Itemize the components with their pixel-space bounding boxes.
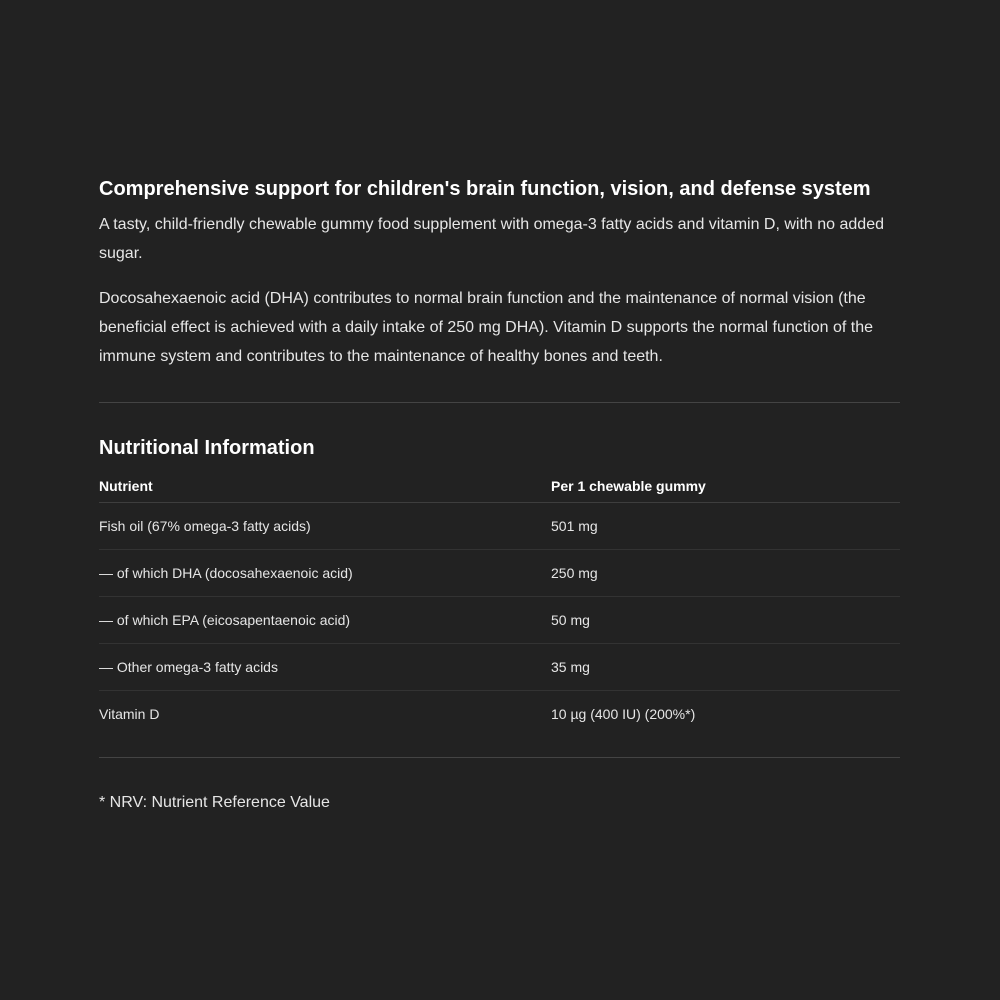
nutrient-name: — of which DHA (docosahexaenoic acid) bbox=[99, 550, 551, 597]
nutrient-name: Fish oil (67% omega-3 fatty acids) bbox=[99, 503, 551, 550]
table-divider bbox=[99, 757, 900, 758]
table-row bbox=[99, 597, 900, 644]
footnote: * NRV: Nutrient Reference Value bbox=[99, 794, 330, 811]
table-header-row bbox=[99, 470, 900, 503]
table-row bbox=[99, 691, 900, 738]
nutrient-amount: 10 µg (400 IU) (200%*) bbox=[551, 706, 696, 722]
table-row bbox=[99, 644, 900, 691]
section-divider bbox=[99, 402, 900, 403]
nutrition-title: Nutritional Information bbox=[99, 437, 315, 459]
product-info-section bbox=[99, 176, 900, 813]
nutrient-amount: 250 mg bbox=[551, 550, 900, 597]
column-header-amount: Per 1 chewable gummy bbox=[551, 470, 900, 503]
nutrient-amount: 501 mg bbox=[551, 503, 900, 550]
nutrition-table bbox=[99, 470, 900, 737]
nutrient-amount: 35 mg bbox=[551, 644, 900, 691]
column-header-nutrient: Nutrient bbox=[99, 470, 551, 503]
nutrient-name: — Other omega-3 fatty acids bbox=[99, 644, 551, 691]
nutrient-name: Vitamin D bbox=[99, 706, 160, 722]
table-row bbox=[99, 503, 900, 550]
nutrient-name: — of which EPA (eicosapentaenoic acid) bbox=[99, 597, 551, 644]
section-title: Comprehensive support for children's brain function, vision, and defense system bbox=[99, 178, 871, 200]
intro-paragraph: A tasty, child-friendly chewable gummy food supplement with omega-3 fatty acids and vitamin D, with no added sugar. bbox=[99, 216, 884, 262]
nutrient-amount: 50 mg bbox=[551, 597, 900, 644]
table-row bbox=[99, 550, 900, 597]
benefits-paragraph: Docosahexaenoic acid (DHA) contributes to normal brain function and the maintenance of normal vision (the beneficial effect is achieved with a daily intake of 250 mg DHA). Vitamin D supports the normal function of the immune system and contributes to the maintenance of healthy bones and teeth. bbox=[99, 290, 874, 365]
